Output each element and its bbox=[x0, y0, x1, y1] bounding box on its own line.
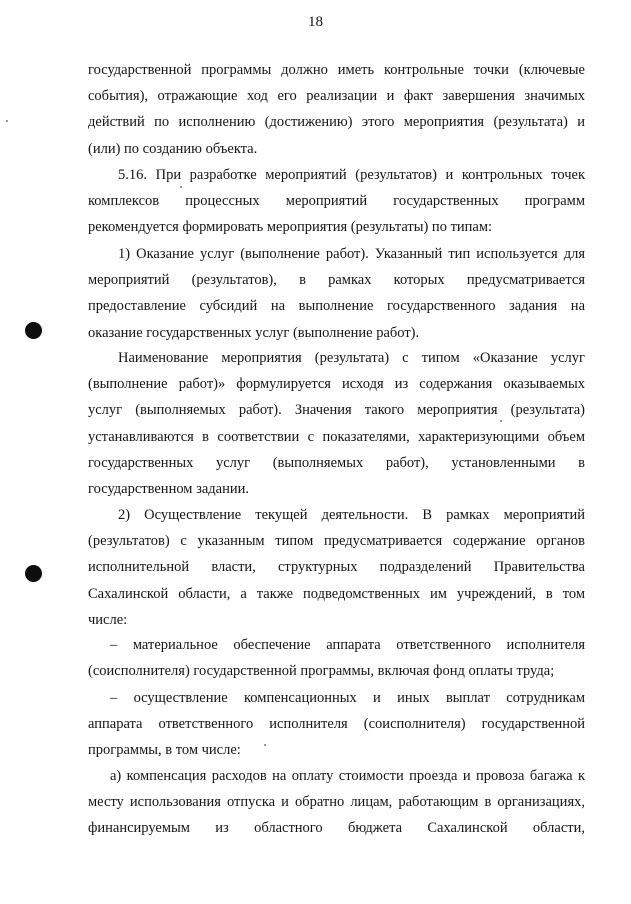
text-line: – материальное обеспечение аппарата ответственного исполнителя bbox=[110, 637, 585, 653]
text-line: программы, в том числе: bbox=[88, 742, 241, 759]
paragraph-naming bbox=[88, 345, 585, 502]
text-line: рекомендуется формировать мероприятия (результаты) по типам: bbox=[88, 219, 493, 236]
text-line: оказание государственных услуг (выполнение работ). bbox=[88, 324, 420, 341]
text-line: числе: bbox=[88, 611, 128, 628]
text-line: государственном задании. bbox=[88, 481, 249, 498]
text-line: 5.16. При разработке мероприятий (результатов) и контрольных точек bbox=[118, 167, 585, 183]
text-line: финансируемым из областного бюджета Сахалинской области, bbox=[88, 820, 585, 837]
paragraph-type-1 bbox=[88, 241, 585, 346]
text-line: услуг (выполняемых работ). Значения такого мероприятия (результата) bbox=[88, 402, 585, 419]
text-line: государственной программы должно иметь контрольные точки (ключевые bbox=[88, 62, 585, 78]
text-line: месту использования отпуска и обратно лицам, работающим в организациях, bbox=[88, 794, 585, 811]
text-line: события), отражающие ход его реализации и факт завершения значимых bbox=[88, 88, 585, 105]
scan-speck bbox=[6, 120, 8, 122]
text-line: (или) по созданию объекта. bbox=[88, 140, 258, 157]
text-line: (соисполнителя) государственной программы, включая фонд оплаты труда; bbox=[88, 663, 555, 680]
text-line: 2) Осуществление текущей деятельности. В рамках мероприятий bbox=[118, 507, 585, 523]
paragraph-bullet-compensation bbox=[88, 685, 585, 764]
text-line: (выполнение работ)» формулируется исходя из содержания оказываемых bbox=[88, 376, 585, 393]
punch-hole-top bbox=[25, 322, 42, 339]
text-line: аппарата ответственного исполнителя (соисполнителя) государственной bbox=[88, 716, 585, 733]
text-line: устанавливаются в соответствии с показателями, характеризующими объем bbox=[88, 428, 585, 445]
text-line: мероприятий (результатов), в рамках которых предусматривается bbox=[88, 272, 585, 289]
text-line: 1) Оказание услуг (выполнение работ). Указанный тип используется для bbox=[118, 246, 585, 262]
text-line: предоставление субсидий на выполнение государственного задания на bbox=[88, 298, 585, 315]
paragraph-5-16 bbox=[88, 162, 585, 241]
text-line: государственных услуг (выполняемых работ), установленными в bbox=[88, 454, 585, 471]
text-line: Наименование мероприятия (результата) с типом «Оказание услуг bbox=[118, 350, 585, 366]
text-line: – осуществление компенсационных и иных выплат сотрудникам bbox=[110, 690, 585, 706]
text-line: исполнительной власти, структурных подразделений Правительства bbox=[88, 559, 585, 576]
text-line: комплексов процессных мероприятий государственных программ bbox=[88, 193, 585, 210]
paragraph-bullet-material bbox=[88, 632, 585, 684]
text-line: действий по исполнению (достижению) этого мероприятия (результата) и bbox=[88, 114, 585, 131]
text-line: а) компенсация расходов на оплату стоимости проезда и провоза багажа к bbox=[110, 768, 585, 784]
text-line: (результатов) с указанным типом предусматривается содержание органов bbox=[88, 533, 585, 550]
page-number: 18 bbox=[308, 14, 323, 30]
punch-hole-bottom bbox=[25, 565, 42, 582]
text-line: Сахалинской области, а также подведомственных им учреждений, в том bbox=[88, 585, 585, 602]
paragraph-type-2 bbox=[88, 502, 585, 633]
paragraph-item-a bbox=[88, 763, 585, 842]
paragraph-continuation bbox=[88, 57, 585, 162]
